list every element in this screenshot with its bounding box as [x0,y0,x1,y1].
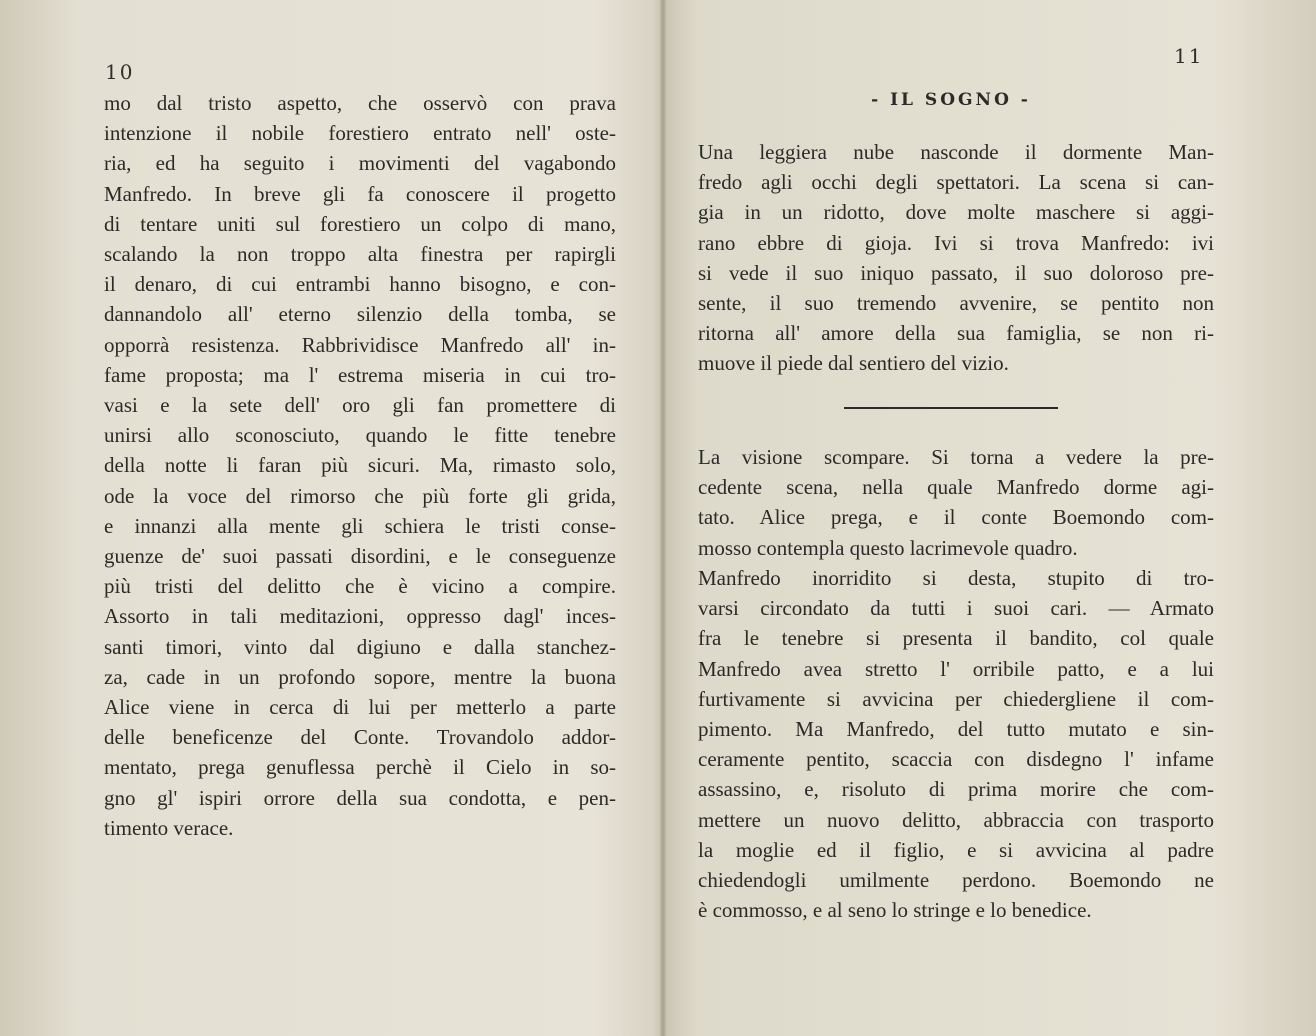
text-line: furtivamente si avvicina per chiedergliene il com- [698,686,1214,711]
text-line: rano ebbre di gioja. Ivi si trova Manfredo: ivi [698,230,1214,255]
text-line: mentato, prega genuflessa perchè il Cielo in so- [104,755,616,780]
text-line: Manfredo inorridito si desta, stupito di tro- [698,566,1214,590]
text-line: scalando la non troppo alta finestra per rapirgli [104,242,616,267]
text-line: Alice viene in cerca di lui per metterlo a parte [104,695,616,720]
text-line: la moglie ed il figlio, e si avvicina al padre [698,837,1214,862]
text-line: delle beneficenze del Conte. Trovandolo addor- [104,725,616,750]
page-number: 11 [1174,44,1204,68]
paragraph [698,563,1214,925]
text-line: chiedendogli umilmente perdono. Boemondo ne [698,868,1214,893]
text-line: e innanzi alla mente gli schiera le tristi conse- [104,513,616,538]
text-line: La visione scompare. Si torna a vedere la pre- [698,445,1214,469]
text-line: Una leggiera nube nasconde il dormente Man- [698,140,1214,164]
text-line: muove il piede dal sentiero del vizio. [698,351,1009,376]
text-line: dannandolo all' eterno silenzio della tomba, se [104,302,616,327]
text-line: mo dal tristo aspetto, che osservò con prava [104,91,616,115]
text-line: vasi e la sete dell' oro gli fan promettere di [104,393,616,418]
text-line: fredo agli occhi degli spettatori. La scena si can- [698,170,1214,195]
text-line: opporrà resistenza. Rabbrividisce Manfredo all' in- [104,332,616,357]
text-line: gia in un ridotto, dove molte maschere si aggi- [698,200,1214,225]
paragraph [698,442,1214,563]
text-line: unirsi allo sconosciuto, quando le fitte tenebre [104,423,616,448]
text-line: il denaro, di cui entrambi hanno bisogno, e con- [104,272,616,297]
text-line: intenzione il nobile forestiero entrato nell' oste- [104,121,616,146]
text-line: cedente scena, nella quale Manfredo dorme agi- [698,475,1214,500]
text-line: si vede il suo iniquo passato, il suo doloroso pre- [698,260,1214,285]
text-line: mosso contempla questo lacrimevole quadro. [698,535,1078,560]
text-line: Assorto in tali meditazioni, oppresso dagl' inces- [104,604,616,629]
text-line: timento verace. [104,815,234,840]
paragraph [698,137,1214,379]
text-line: ode la voce del rimorso che più forte gli grida, [104,483,616,508]
text-line: più tristi del delitto che è vicino a compire. [104,574,616,599]
text-line: santi timori, vinto dal digiuno e dalla stanchez- [104,634,616,659]
text-line: ritorna all' amore della sua famiglia, se non ri- [698,321,1214,346]
section-title: - IL SOGNO - [871,90,1031,110]
right-page [666,0,1316,1036]
left-page-text [104,88,616,843]
text-line: fame proposta; ma l' estrema miseria in cui tro- [104,362,616,387]
text-line: è commosso, e al seno lo stringe e lo benedice. [698,898,1092,923]
text-line: Manfredo. In breve gli fa conoscere il progetto [104,181,616,206]
text-line: tato. Alice prega, e il conte Boemondo com- [698,505,1214,530]
text-line: gno gl' ispiri orrore della sua condotta, e pen- [104,785,616,810]
text-line: Manfredo avea stretto l' orribile patto, e a lui [698,656,1214,681]
text-line: sente, il suo tremendo avvenire, se pentito non [698,291,1214,316]
text-line: varsi circondato da tutti i suoi cari. — Armato [698,596,1214,621]
text-line: assassino, e, risoluto di prima morire che com- [698,777,1214,802]
page-number: 10 [105,60,135,84]
section-divider [844,407,1058,409]
text-line: fra le tenebre si presenta il bandito, col quale [698,626,1214,651]
text-line: della notte li faran più sicuri. Ma, rimasto solo, [104,453,616,478]
text-line: ceramente pentito, scaccia con disdegno l' infame [698,747,1214,772]
text-line: pimento. Ma Manfredo, del tutto mutato e sin- [698,717,1214,742]
text-line: di tentare uniti sul forestiero un colpo di mano, [104,211,616,236]
text-line: za, cade in un profondo sopore, mentre la buona [104,664,616,689]
text-line: mettere un nuovo delitto, abbraccia con trasporto [698,807,1214,832]
text-line: ria, ed ha seguito i movimenti del vagabondo [104,151,616,176]
text-line: guenze de' suoi passati disordini, e le conseguenze [104,544,616,569]
